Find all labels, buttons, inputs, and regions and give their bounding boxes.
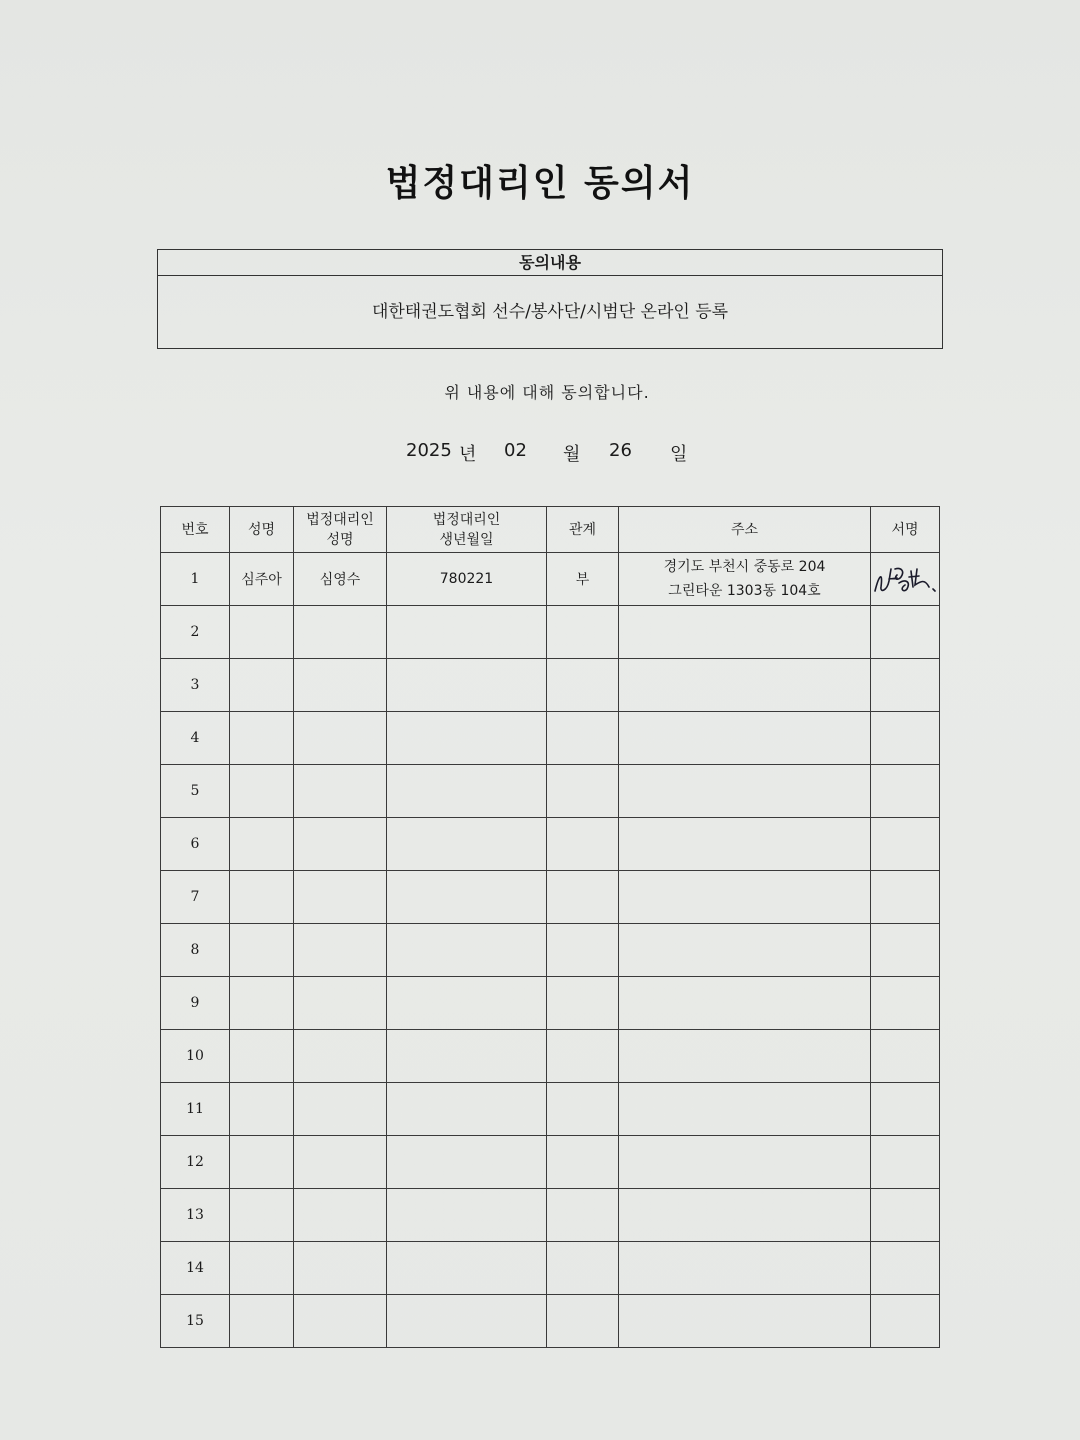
row-number: 10: [161, 1030, 230, 1083]
row-number: 7: [161, 871, 230, 924]
row-signature: [871, 553, 940, 606]
table-row: [161, 924, 940, 977]
row-relation: [547, 977, 619, 1030]
table-row: [161, 818, 940, 871]
row-number: 8: [161, 924, 230, 977]
row-name: [230, 606, 294, 659]
row-guardian-birth: [387, 871, 547, 924]
row-name: [230, 659, 294, 712]
row-address: [619, 924, 871, 977]
row-guardian-name: [294, 977, 387, 1030]
header-address: 주소: [619, 507, 871, 553]
row-address: [619, 871, 871, 924]
row-guardian-birth: [387, 977, 547, 1030]
row-relation: [547, 818, 619, 871]
row-guardian-birth: [387, 1030, 547, 1083]
row-relation: [547, 712, 619, 765]
row-address-line1: 경기도 부천시 중동로 204: [663, 559, 826, 575]
table-row: [161, 765, 940, 818]
date-year: 2025: [406, 440, 452, 461]
guardian-table: [160, 506, 940, 1348]
row-name: [230, 1030, 294, 1083]
table-row: [161, 1295, 940, 1348]
consent-box: [157, 249, 943, 349]
header-relation: 관계: [547, 507, 619, 553]
row-name: 심주아: [230, 553, 294, 606]
handwritten-signature: [871, 561, 941, 597]
header-name: 성명: [230, 507, 294, 553]
row-guardian-birth: [387, 924, 547, 977]
row-relation: [547, 1242, 619, 1295]
table-row: [161, 606, 940, 659]
row-signature: [871, 1189, 940, 1242]
row-number: 6: [161, 818, 230, 871]
row-guardian-birth: [387, 1295, 547, 1348]
row-number: 5: [161, 765, 230, 818]
row-guardian-name: [294, 765, 387, 818]
row-address: [619, 1189, 871, 1242]
row-relation: [547, 1295, 619, 1348]
header-guardian-birth-line1: 법정대리인: [432, 511, 501, 528]
row-relation: [547, 871, 619, 924]
date-month: 02: [504, 440, 527, 461]
row-address: [619, 1030, 871, 1083]
row-relation: [547, 1189, 619, 1242]
header-guardian-name-line1: 법정대리인: [306, 511, 374, 528]
row-address: [619, 1083, 871, 1136]
row-guardian-name: [294, 659, 387, 712]
row-address: [619, 659, 871, 712]
row-number: 2: [161, 606, 230, 659]
row-number: 13: [161, 1189, 230, 1242]
row-address: [619, 1242, 871, 1295]
row-guardian-name: [294, 712, 387, 765]
row-name: [230, 871, 294, 924]
row-relation: [547, 924, 619, 977]
table-row: [161, 659, 940, 712]
table-row: [161, 553, 940, 606]
row-name: [230, 1136, 294, 1189]
consent-header: 동의내용: [158, 250, 942, 276]
date-day-unit: 일: [670, 444, 688, 465]
table-header-row: [161, 507, 940, 553]
row-name: [230, 1083, 294, 1136]
row-number: 3: [161, 659, 230, 712]
table-row: [161, 1189, 940, 1242]
row-address: [619, 1295, 871, 1348]
row-guardian-birth: [387, 606, 547, 659]
row-guardian-birth: [387, 712, 547, 765]
header-guardian-birth: [387, 507, 547, 553]
row-guardian-name: [294, 1136, 387, 1189]
row-number: 14: [161, 1242, 230, 1295]
row-number: 11: [161, 1083, 230, 1136]
header-guardian-birth-line2: 생년월일: [439, 531, 494, 548]
row-relation: [547, 1030, 619, 1083]
row-name: [230, 924, 294, 977]
row-relation: [547, 1083, 619, 1136]
row-guardian-name: [294, 924, 387, 977]
row-relation: [547, 765, 619, 818]
row-signature: [871, 765, 940, 818]
row-guardian-name: 심영수: [294, 553, 387, 606]
row-address: [619, 765, 871, 818]
row-guardian-name: [294, 1295, 387, 1348]
row-relation: [547, 1136, 619, 1189]
row-name: [230, 1295, 294, 1348]
row-address: [619, 712, 871, 765]
row-name: [230, 977, 294, 1030]
row-signature: [871, 1295, 940, 1348]
row-guardian-name: [294, 1030, 387, 1083]
date-year-unit: 년: [459, 444, 477, 465]
row-signature: [871, 1083, 940, 1136]
table-row: [161, 871, 940, 924]
table-row: [161, 712, 940, 765]
row-signature: [871, 871, 940, 924]
table-row: [161, 1242, 940, 1295]
row-signature: [871, 818, 940, 871]
agree-statement: 위 내용에 대해 동의합니다.: [444, 383, 650, 402]
row-guardian-birth: [387, 765, 547, 818]
row-guardian-name: [294, 606, 387, 659]
row-guardian-name: [294, 1083, 387, 1136]
row-address-line2: 그린타운 1303동 104호: [668, 583, 821, 599]
row-guardian-birth: [387, 818, 547, 871]
row-signature: [871, 1136, 940, 1189]
row-guardian-birth: 780221: [387, 553, 547, 606]
row-name: [230, 765, 294, 818]
row-guardian-name: [294, 1242, 387, 1295]
row-address: [619, 977, 871, 1030]
header-guardian-name: [294, 507, 387, 553]
date-month-unit: 월: [563, 444, 581, 465]
row-address: [619, 553, 871, 606]
row-number: 4: [161, 712, 230, 765]
row-number: 15: [161, 1295, 230, 1348]
row-number: 1: [161, 553, 230, 606]
row-signature: [871, 977, 940, 1030]
row-name: [230, 818, 294, 871]
header-guardian-name-line2: 성명: [326, 531, 354, 548]
row-signature: [871, 924, 940, 977]
row-signature: [871, 712, 940, 765]
consent-body: 대한태권도협회 선수/봉사단/시범단 온라인 등록: [371, 302, 729, 322]
row-number: 9: [161, 977, 230, 1030]
row-name: [230, 1189, 294, 1242]
row-signature: [871, 1242, 940, 1295]
row-guardian-birth: [387, 1189, 547, 1242]
row-guardian-name: [294, 1189, 387, 1242]
row-address: [619, 606, 871, 659]
row-guardian-birth: [387, 659, 547, 712]
header-no: 번호: [161, 507, 230, 553]
row-name: [230, 712, 294, 765]
header-signature: 서명: [871, 507, 940, 553]
row-guardian-birth: [387, 1136, 547, 1189]
row-signature: [871, 1030, 940, 1083]
row-guardian-name: [294, 818, 387, 871]
row-relation: [547, 659, 619, 712]
table-row: [161, 1136, 940, 1189]
row-signature: [871, 659, 940, 712]
row-address: [619, 1136, 871, 1189]
row-signature: [871, 606, 940, 659]
row-relation: 부: [547, 553, 619, 606]
row-guardian-name: [294, 871, 387, 924]
row-address: [619, 818, 871, 871]
row-guardian-birth: [387, 1242, 547, 1295]
table-row: [161, 1083, 940, 1136]
row-name: [230, 1242, 294, 1295]
row-relation: [547, 606, 619, 659]
row-number: 12: [161, 1136, 230, 1189]
table-row: [161, 1030, 940, 1083]
row-guardian-birth: [387, 1083, 547, 1136]
table-row: [161, 977, 940, 1030]
document-title: 법정대리인 동의서: [385, 163, 695, 204]
date-day: 26: [609, 440, 632, 461]
